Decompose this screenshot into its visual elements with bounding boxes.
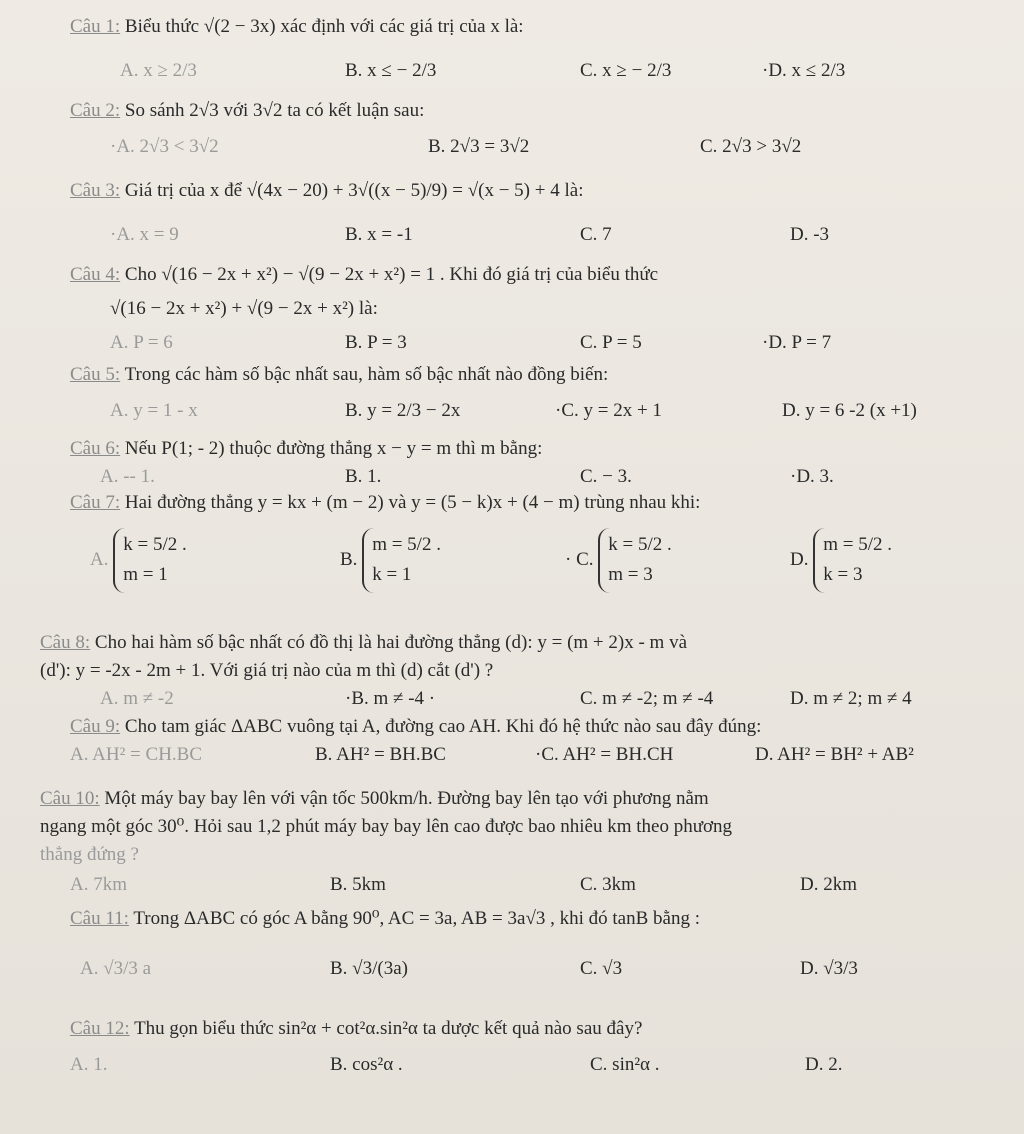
question-text-line-2: ngang một góc 30⁰. Hỏi sau 1,2 phút máy bay bay lên cao được bao nhiêu km theo phương	[40, 816, 733, 837]
equation-system	[362, 528, 441, 593]
option-c[interactable]: C. 7	[580, 224, 612, 245]
option-b[interactable]: B. 1.	[345, 466, 382, 487]
question-4	[70, 262, 1006, 289]
option-d[interactable]: D. 2.	[805, 1054, 843, 1075]
option-d[interactable]: D. -3	[790, 224, 830, 245]
question-label: Câu 5:	[70, 364, 121, 385]
question-text: Cho √(16 − 2x + x²) − √(9 − 2x + x²) = 1 . Khi đó giá trị của biểu thức	[124, 264, 659, 285]
question-text: Cho tam giác ΔABC vuông tại A, đường cao AH. Khi đó hệ thức nào sau đây đúng:	[124, 716, 762, 737]
question-text-line-2: (d'): y = -2x - 2m + 1. Với giá trị nào của m thì (d) cắt (d') ?	[40, 660, 494, 681]
question-label: Câu 3:	[70, 180, 121, 201]
question-label: Câu 8:	[40, 632, 91, 653]
question-4-continued	[110, 296, 1006, 323]
option-c[interactable]: C. 2√3 > 3√2	[700, 136, 802, 157]
system-line-2: k = 1	[372, 564, 412, 586]
option-d[interactable]: D. 2km	[800, 874, 857, 895]
question-9	[70, 714, 1006, 741]
q2-options	[0, 136, 1024, 166]
question-text: Hai đường thẳng y = kx + (m − 2) và y = (5 − k)x + (4 − m) trùng nhau khi:	[124, 492, 701, 513]
option-c[interactable]: C. sin²α .	[590, 1054, 660, 1075]
option-c[interactable]: C. P = 5	[580, 332, 642, 353]
question-text: Thu gọn biểu thức sin²α + cot²α.sin²α ta dược kết quả nào sau đây?	[134, 1018, 643, 1039]
system-line-1: k = 5/2 .	[123, 534, 187, 555]
option-a[interactable]: A. 7km	[70, 874, 127, 895]
question-1	[70, 14, 1006, 41]
question-text: Cho hai hàm số bậc nhất có đồ thị là hai đường thẳng (d): y = (m + 2)x - m và	[94, 632, 688, 653]
option-a[interactable]: ·A. 2√3 < 3√2	[110, 136, 219, 157]
option-b[interactable]: B. 2√3 = 3√2	[428, 136, 530, 157]
equation-system	[598, 528, 672, 593]
question-text: Trong các hàm số bậc nhất sau, hàm số bậc nhất nào đồng biến:	[124, 364, 609, 385]
option-a[interactable]	[90, 528, 187, 593]
option-b[interactable]: B. AH² = BH.BC	[315, 744, 446, 765]
question-6	[70, 436, 1006, 463]
option-d[interactable]: ·D. x ≤ 2/3	[762, 60, 846, 81]
option-d[interactable]: ·D. P = 7	[762, 332, 832, 353]
q9-options	[0, 744, 1024, 774]
question-label: Câu 4:	[70, 264, 121, 285]
option-b[interactable]: B. x ≤ − 2/3	[345, 60, 437, 81]
option-a[interactable]: A. x ≥ 2/3	[120, 60, 197, 81]
option-a[interactable]: A. AH² = CH.BC	[70, 744, 203, 765]
system-line-1: m = 5/2 .	[372, 534, 441, 555]
option-b[interactable]	[340, 528, 441, 593]
question-text: Nếu P(1; - 2) thuộc đường thẳng x − y = m thì m bằng:	[124, 438, 543, 459]
option-d[interactable]: D. AH² = BH² + AB²	[755, 744, 914, 765]
option-b[interactable]: B. x = -1	[345, 224, 413, 245]
question-2	[70, 98, 1006, 125]
question-text: Biểu thức √(2 − 3x) xác định với các giá trị của x là:	[124, 16, 524, 37]
q10-options	[0, 874, 1024, 904]
question-label: Câu 7:	[70, 492, 121, 513]
system-line-2: m = 1	[123, 564, 168, 586]
option-a[interactable]: ·A. x = 9	[110, 224, 179, 245]
option-label: D.	[790, 548, 809, 570]
question-text: Trong ΔABC có góc A bằng 90⁰, AC = 3a, AB = 3a√3 , khi đó tanB bằng :	[133, 908, 700, 929]
option-b[interactable]: B. 5km	[330, 874, 386, 895]
option-d[interactable]: D. y = 6 -2 (x +1)	[782, 400, 917, 421]
question-12	[70, 1016, 1006, 1043]
question-label: Câu 11:	[70, 908, 129, 929]
option-c[interactable]	[565, 528, 672, 593]
option-label: B.	[340, 548, 358, 570]
q1-options	[0, 60, 1024, 90]
question-text: Giá trị của x để √(4x − 20) + 3√((x − 5)/9) = √(x − 5) + 4 là:	[124, 180, 584, 201]
option-label: · C.	[565, 548, 594, 570]
system-line-2: k = 3	[823, 564, 863, 586]
option-c[interactable]: ·C. y = 2x + 1	[555, 400, 662, 421]
option-b[interactable]: B. P = 3	[345, 332, 407, 353]
option-a[interactable]: A. y = 1 - x	[110, 400, 198, 421]
q11-options	[0, 958, 1024, 988]
question-8	[40, 630, 1006, 657]
question-10-continued-2	[40, 842, 1006, 869]
option-c[interactable]: C. x ≥ − 2/3	[580, 60, 672, 81]
question-text-line-3: thẳng đứng ?	[40, 844, 139, 865]
question-label: Câu 2:	[70, 100, 121, 121]
option-a[interactable]: A. √3/3 a	[80, 958, 152, 979]
question-3	[70, 178, 1006, 205]
system-line-1: k = 5/2 .	[608, 534, 672, 555]
q5-options	[0, 400, 1024, 430]
question-5	[70, 362, 1006, 389]
option-b[interactable]: B. cos²α .	[330, 1054, 403, 1075]
question-8-continued	[40, 658, 1006, 685]
q4-options	[0, 332, 1024, 362]
question-11	[70, 906, 1006, 933]
q12-options	[0, 1054, 1024, 1084]
question-text: So sánh 2√3 với 3√2 ta có kết luận sau:	[124, 100, 425, 121]
option-b[interactable]: ·B. m ≠ -4 ·	[345, 688, 436, 709]
question-label: Câu 9:	[70, 716, 121, 737]
option-c[interactable]: ·C. AH² = BH.CH	[535, 744, 674, 765]
option-c[interactable]: C. − 3.	[580, 466, 632, 487]
option-a[interactable]: A. 1.	[70, 1054, 108, 1075]
question-text: Một máy bay bay lên với vận tốc 500km/h. Đường bay lên tạo với phương nằm	[104, 788, 709, 809]
system-line-2: m = 3	[608, 564, 653, 586]
q3-options	[0, 224, 1024, 254]
option-c[interactable]: C. m ≠ -2; m ≠ -4	[580, 688, 714, 709]
question-label: Câu 12:	[70, 1018, 130, 1039]
equation-system	[813, 528, 892, 593]
option-a[interactable]: A. m ≠ -2	[100, 688, 174, 709]
question-label: Câu 6:	[70, 438, 121, 459]
question-text-line-2: √(16 − 2x + x²) + √(9 − 2x + x²) là:	[110, 298, 378, 319]
system-line-1: m = 5/2 .	[823, 534, 893, 555]
option-d[interactable]: D. √3/3	[800, 958, 858, 979]
q7-options	[0, 528, 1024, 618]
option-b[interactable]: B. y = 2/3 − 2x	[345, 400, 461, 421]
equation-system	[113, 528, 187, 593]
option-c[interactable]: C. √3	[580, 958, 623, 979]
option-a[interactable]: A. -- 1.	[100, 466, 155, 487]
question-10-continued	[40, 814, 1006, 841]
option-a[interactable]: A. P = 6	[110, 332, 173, 353]
option-d[interactable]: ·D. 3.	[790, 466, 834, 487]
option-b[interactable]: B. √3/(3a)	[330, 958, 408, 979]
question-7	[70, 490, 1006, 517]
question-label: Câu 1:	[70, 16, 121, 37]
option-label: A.	[90, 548, 109, 570]
question-label: Câu 10:	[40, 788, 100, 809]
option-d[interactable]: D. m ≠ 2; m ≠ 4	[790, 688, 912, 709]
option-c[interactable]: C. 3km	[580, 874, 636, 895]
question-10	[40, 786, 1006, 813]
option-d[interactable]	[790, 528, 892, 593]
